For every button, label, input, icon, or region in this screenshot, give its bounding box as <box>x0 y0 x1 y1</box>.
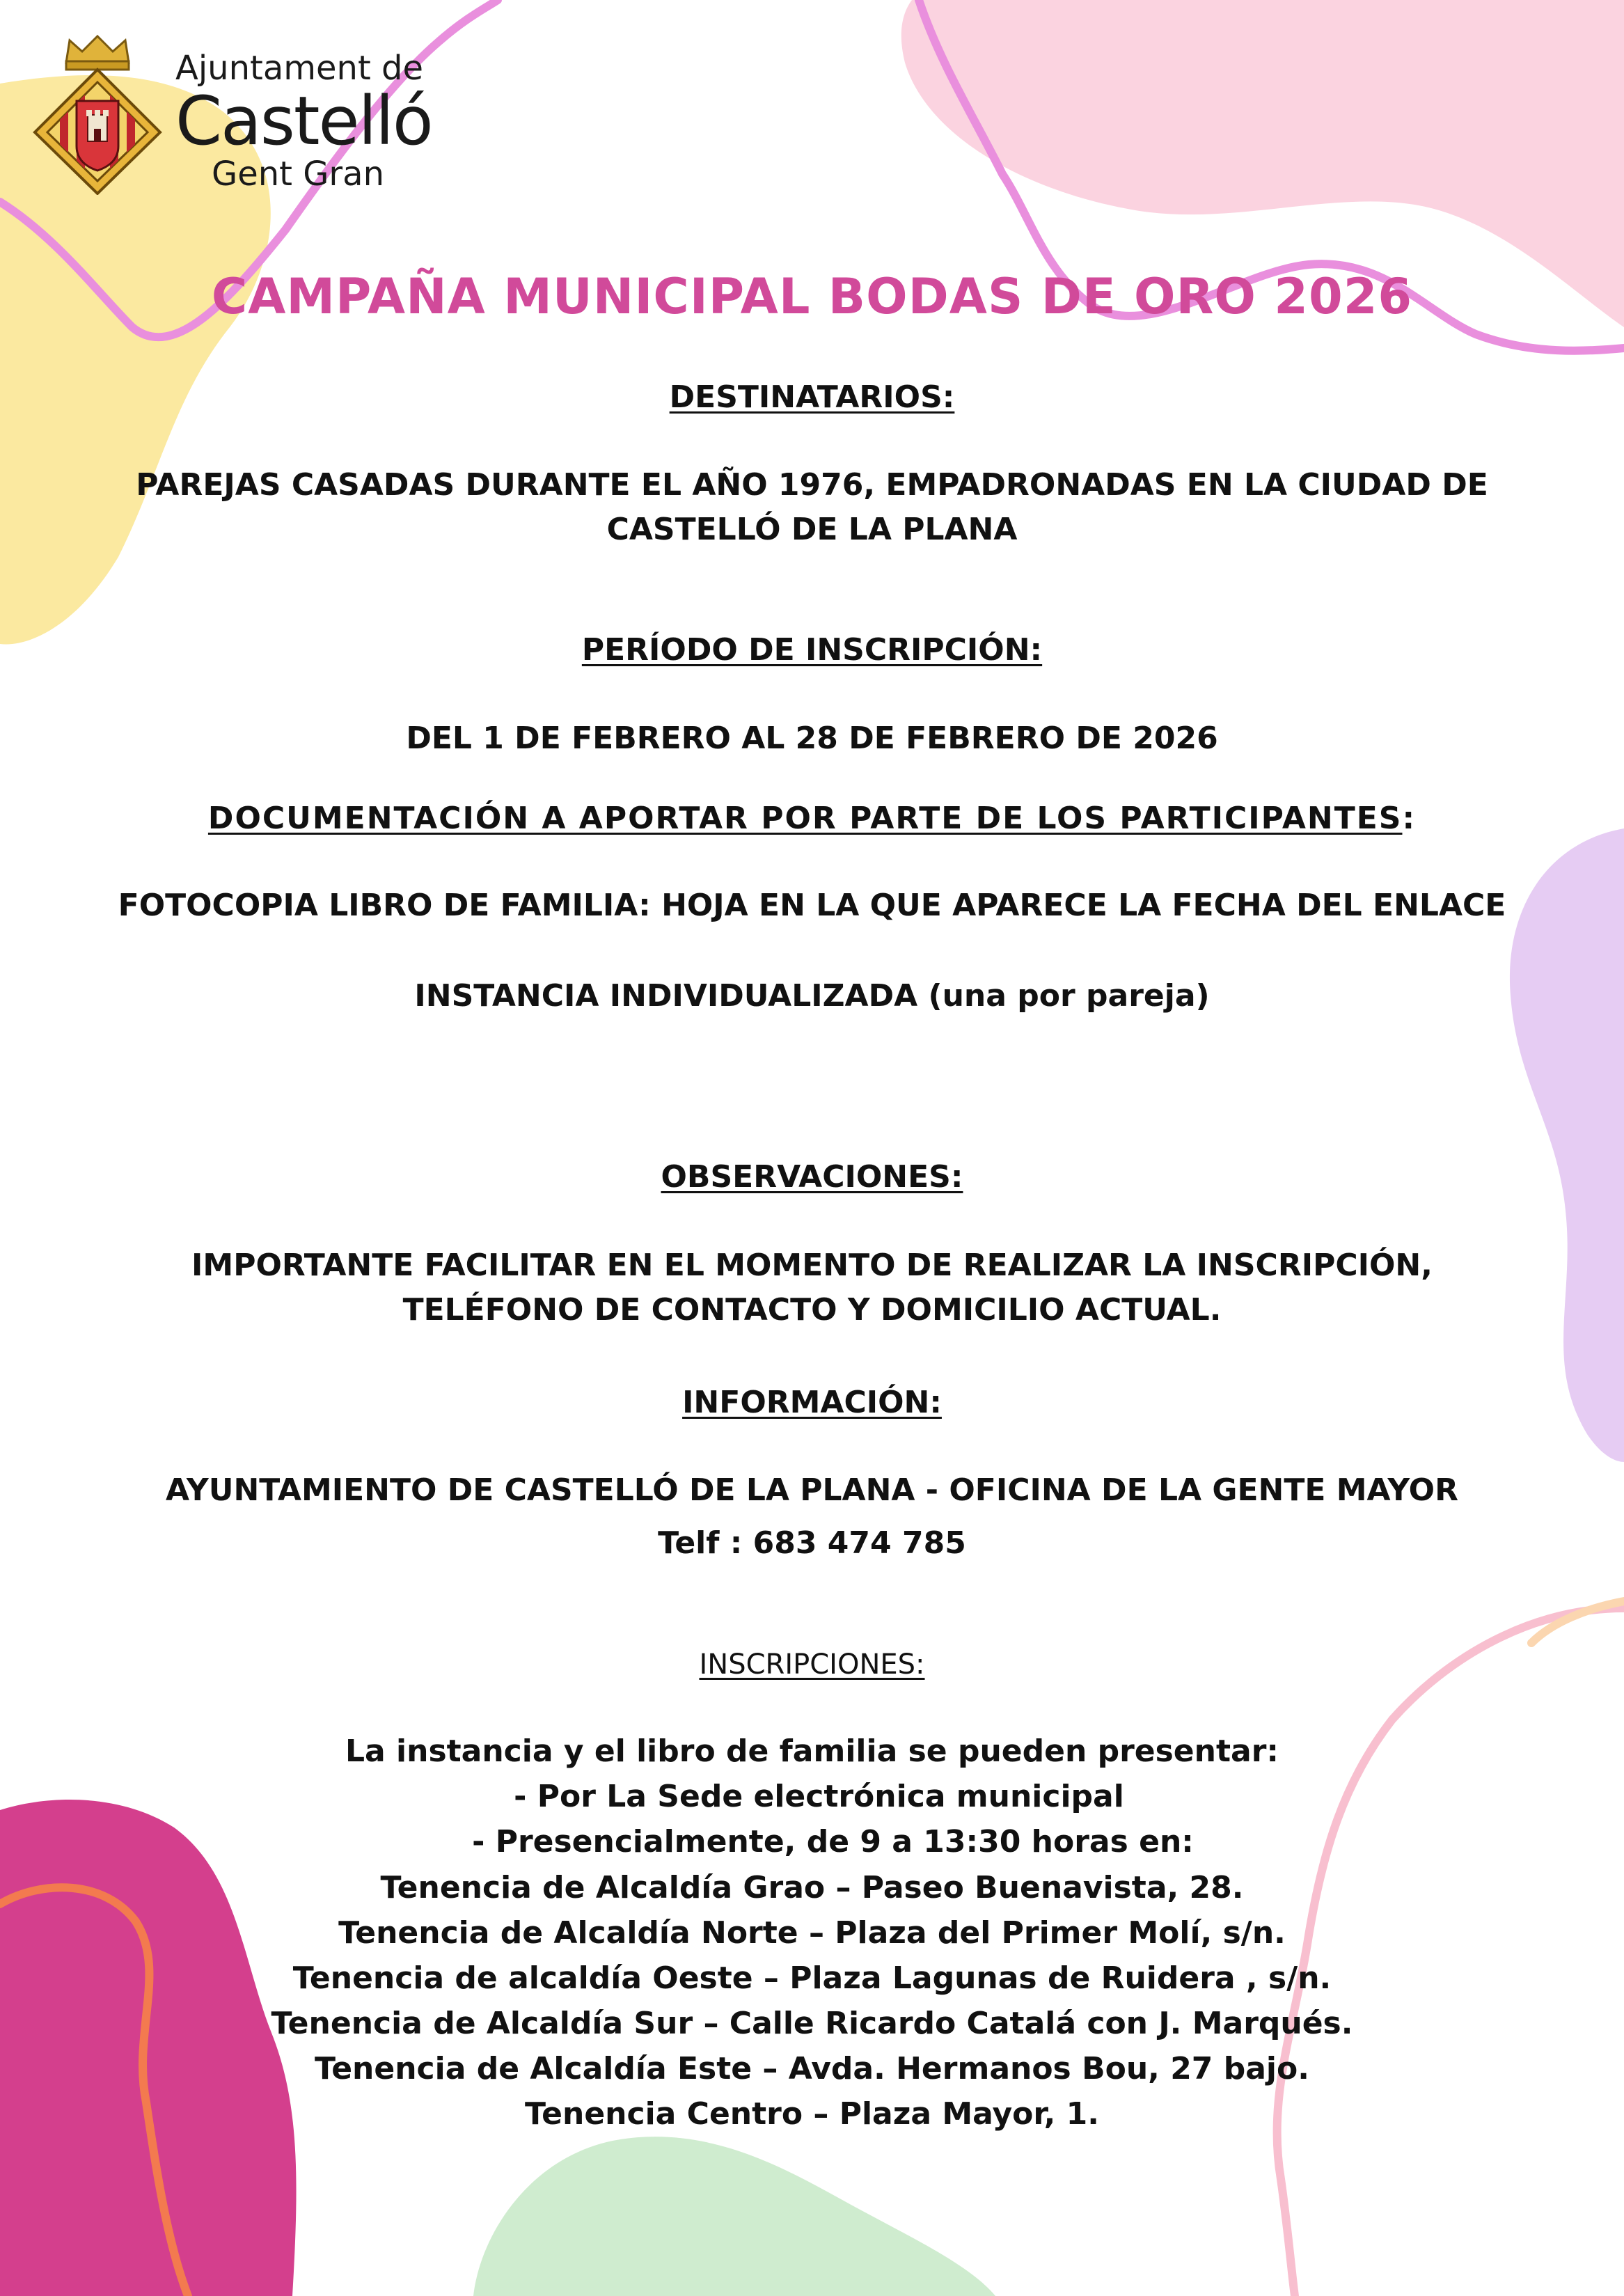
informacion-line-1: AYUNTAMIENTO DE CASTELLÓ DE LA PLANA - OFICINA DE LA GENTE MAYOR <box>166 1472 1458 1508</box>
observaciones-line-1: IMPORTANTE FACILITAR EN EL MOMENTO DE REALIZAR LA INSCRIPCIÓN, <box>191 1248 1433 1283</box>
logo-line-1: Ajuntament de <box>175 49 424 88</box>
periodo-heading <box>0 629 1624 672</box>
location-sur: Tenencia de Alcaldía Sur – Calle Ricardo Catalá con J. Marqués. <box>271 2006 1353 2041</box>
inscripciones-heading <box>0 1643 1624 1686</box>
inscripciones-option-1: - Por La Sede electrónica municipal <box>514 1779 1124 1814</box>
destinatarios-heading-text: DESTINATARIOS: <box>669 379 955 415</box>
periodo-heading-text: PERÍODO DE INSCRIPCIÓN: <box>581 632 1043 668</box>
documentacion-heading-text: DOCUMENTACIÓN A APORTAR POR PARTE DE LOS PARTICIPANTES <box>207 801 1403 836</box>
observaciones-line-2: TELÉFONO DE CONTACTO Y DOMICILIO ACTUAL. <box>402 1292 1222 1328</box>
destinatarios-line-2: CASTELLÓ DE LA PLANA <box>606 512 1018 547</box>
inscripciones-option-2: - Presencialmente, de 9 a 13:30 horas en: <box>472 1824 1194 1859</box>
coat-of-arms-icon <box>28 35 167 195</box>
documentacion-heading-colon: : <box>1402 801 1417 836</box>
location-oeste: Tenencia de alcaldía Oeste – Plaza Lagunas de Ruidera , s/n. <box>292 1960 1332 1996</box>
destinatarios-line-1: PAREJAS CASADAS DURANTE EL AÑO 1976, EMPADRONADAS EN LA CIUDAD DE <box>136 467 1488 503</box>
logo-wordmark <box>175 49 432 194</box>
documentacion-item-2: INSTANCIA INDIVIDUALIZADA (una por pareja) <box>414 978 1210 1014</box>
documentacion-heading <box>0 797 1624 840</box>
observaciones-heading <box>0 1156 1624 1199</box>
location-este: Tenencia de Alcaldía Este – Avda. Hermanos Bou, 27 bajo. <box>315 2051 1309 2086</box>
logo-line-2: Castelló <box>175 82 432 160</box>
page-title: CAMPAÑA MUNICIPAL BODAS DE ORO 2026 <box>211 268 1413 325</box>
informacion-heading <box>0 1381 1624 1424</box>
documentacion-item-1: FOTOCOPIA LIBRO DE FAMILIA: HOJA EN LA QUE APARECE LA FECHA DEL ENLACE <box>118 888 1506 923</box>
ajuntament-logo <box>28 35 432 195</box>
location-norte: Tenencia de Alcaldía Norte – Plaza del Primer Molí, s/n. <box>338 1915 1286 1951</box>
destinatarios-heading <box>0 376 1624 419</box>
informacion-phone: Telf : 683 474 785 <box>658 1525 966 1561</box>
inscripciones-heading-text: INSCRIPCIONES: <box>699 1649 925 1681</box>
location-centro: Tenencia Centro – Plaza Mayor, 1. <box>525 2096 1099 2132</box>
informacion-heading-text: INFORMACIÓN: <box>682 1385 942 1420</box>
observaciones-heading-text: OBSERVACIONES: <box>661 1159 963 1195</box>
inscripciones-intro: La instancia y el libro de familia se pueden presentar: <box>345 1733 1279 1769</box>
logo-line-3: Gent Gran <box>212 155 384 194</box>
location-grao: Tenencia de Alcaldía Grao – Paseo Buenavista, 28. <box>380 1870 1244 1905</box>
periodo-dates: DEL 1 DE FEBRERO AL 28 DE FEBRERO DE 2026 <box>406 721 1218 756</box>
